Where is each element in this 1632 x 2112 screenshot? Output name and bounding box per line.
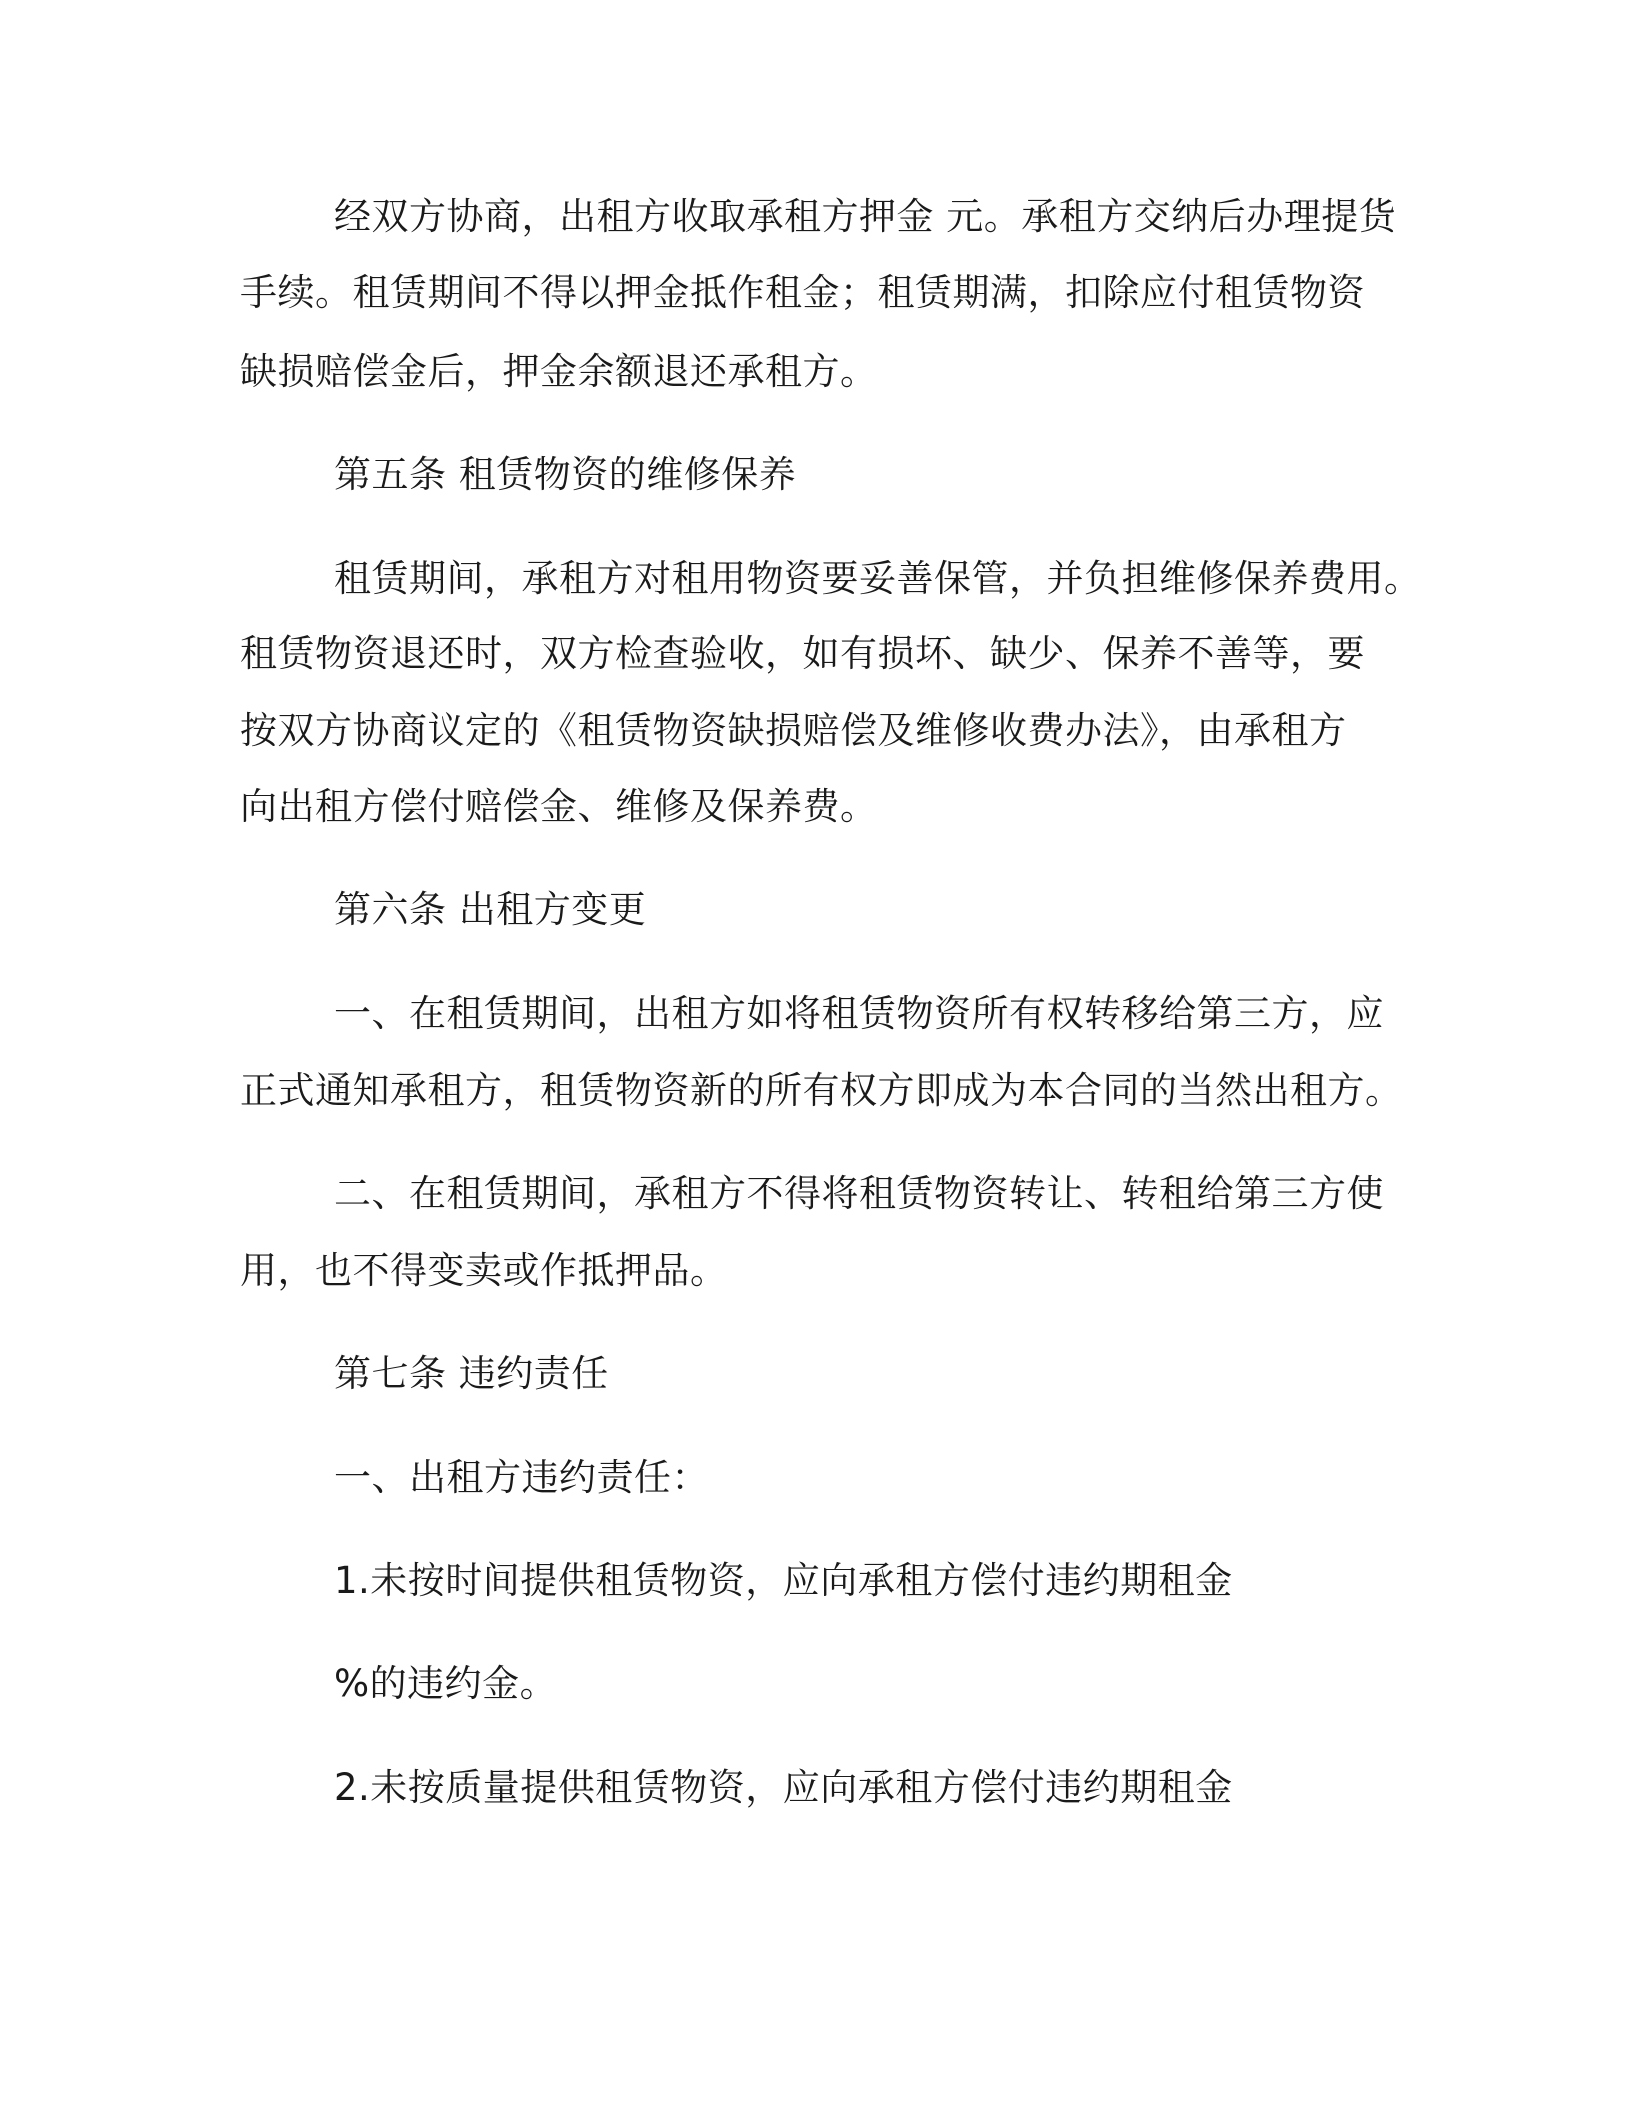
lessor-change-1-line-2: 正式通知承租方，租赁物资新的所有权方即成为本合同的当然出租方。 <box>240 1069 1403 1112</box>
article7-heading: 第七条 违约责任 <box>334 1352 609 1395</box>
lessor-change-2-line-2: 用，也不得变卖或作抵押品。 <box>240 1249 728 1292</box>
maintenance-line-3: 按双方协商议定的《租赁物资缺损赔偿及维修收费办法》，由承租方 <box>240 709 1347 752</box>
liability-item-2: 2.未按质量提供租赁物资，应向承租方偿付违约期租金 <box>334 1766 1233 1809</box>
article5-heading: 第五条 租赁物资的维修保养 <box>334 453 797 496</box>
deposit-line-3: 缺损赔偿金后，押金余额退还承租方。 <box>240 350 878 393</box>
maintenance-line-2: 租赁物资退还时，双方检查验收，如有损坏、缺少、保养不善等，要 <box>240 632 1365 675</box>
lessor-liability-heading: 一、出租方违约责任： <box>334 1456 709 1499</box>
lessor-change-2-line-1: 二、在租赁期间，承租方不得将租赁物资转让、转租给第三方使 <box>334 1172 1384 1215</box>
maintenance-line-4: 向出租方偿付赔偿金、维修及保养费。 <box>240 785 878 828</box>
liability-item-1: 1.未按时间提供租赁物资，应向承租方偿付违约期租金 <box>334 1559 1233 1602</box>
article6-heading: 第六条 出租方变更 <box>334 888 647 931</box>
deposit-line-1: 经双方协商，出租方收取承租方押金 元。承租方交纳后办理提货 <box>334 195 1397 238</box>
maintenance-line-1: 租赁期间，承租方对租用物资要妥善保管，并负担维修保养费用。 <box>334 557 1422 600</box>
deposit-line-2: 手续。租赁期间不得以押金抵作租金；租赁期满，扣除应付租赁物资 <box>240 271 1365 314</box>
liability-item-1-continuation: %的违约金。 <box>334 1662 558 1705</box>
lessor-change-1-line-1: 一、在租赁期间，出租方如将租赁物资所有权转移给第三方，应 <box>334 992 1384 1035</box>
